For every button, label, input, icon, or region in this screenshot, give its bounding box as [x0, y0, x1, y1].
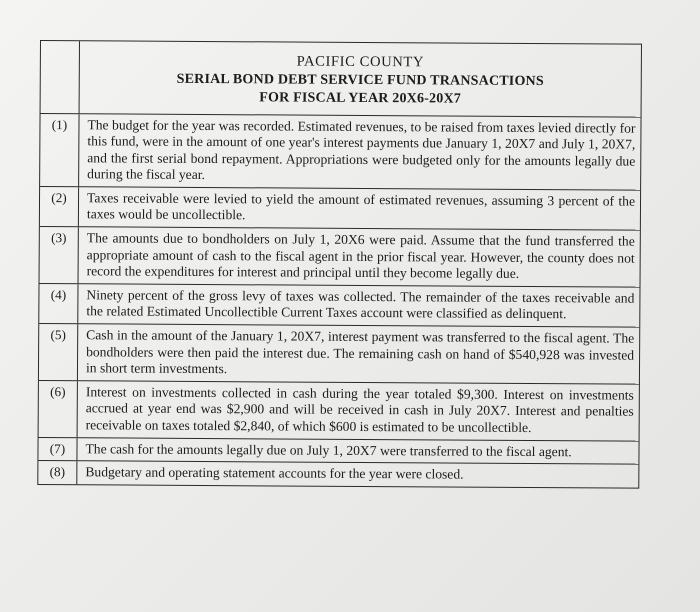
- transaction-number: (4): [39, 284, 78, 323]
- transaction-row-3: [40, 226, 640, 286]
- transaction-number: (8): [38, 461, 77, 484]
- transaction-row-6: [39, 380, 639, 440]
- header-number-cell: [41, 41, 80, 113]
- transaction-row-4: [39, 283, 639, 327]
- transaction-number: (5): [39, 324, 78, 380]
- header-cell: [80, 41, 641, 116]
- transaction-number: (6): [39, 381, 78, 437]
- table-header-row: [41, 41, 641, 116]
- transaction-row-8: [38, 460, 638, 487]
- transaction-text: The amounts due to bondholders on July 1, 20X6 were paid. Assume that the fund transferred the appropriate amount of cash to the fiscal agent in the prior fiscal year. However, the county does not record the expenditures for interest and principal until they become legally due.: [86, 230, 635, 282]
- transaction-text: Cash in the amount of the January 1, 20X7, interest payment was transferred to the fiscal agent. The bondholders were then paid the interest due. The remaining cash on hand of $540,928 was invested in short term investments.: [85, 327, 635, 377]
- transaction-row-7: [38, 437, 638, 464]
- transaction-number: (1): [40, 114, 79, 187]
- transactions-table: [37, 40, 642, 488]
- transaction-text: Interest on investments collected in cash during the year totaled $9,300. Interest on investments accrued at year end was $2,900 and will be received in cash in July 20X7. Interest and penalties receivable on taxes totaled $2,840, of which $600 is estimated to be uncollectible.: [85, 384, 634, 436]
- transaction-text: The budget for the year was recorded. Estimated revenues, to be raised from taxes levied directly for this fund, were in the amount of one year's interest payments due January 1, 20X7 and July 1, 20X7, and the first serial bond repayment. Appropriations were budgeted only for the amounts legally due during the fiscal year.: [87, 116, 636, 183]
- transaction-text: Taxes receivable were levied to yield the amount of estimated revenues, assuming 3 percent of the taxes would be uncollectible.: [86, 190, 636, 223]
- transaction-text: Budgetary and operating statement accounts for the year were closed.: [85, 464, 464, 482]
- table-title: SERIAL BOND DEBT SERVICE FUND TRANSACTIONS: [176, 71, 544, 89]
- transaction-number: (7): [38, 438, 77, 461]
- county-name: PACIFIC COUNTY: [296, 53, 425, 71]
- transaction-number: (2): [40, 187, 79, 226]
- transaction-number: (3): [40, 227, 79, 283]
- transaction-row-5: [39, 323, 639, 383]
- fiscal-year-subtitle: FOR FISCAL YEAR 20X6-20X7: [259, 90, 462, 107]
- transaction-row-2: [40, 186, 640, 230]
- transaction-row-1: [40, 113, 640, 190]
- transaction-text: The cash for the amounts legally due on July 1, 20X7 were transferred to the fiscal agent.: [85, 440, 572, 459]
- transaction-text: Ninety percent of the gross levy of taxes was collected. The remainder of the taxes receivable and the related Estimated Uncollectible Current Taxes account were classified as delinquent.: [86, 287, 635, 322]
